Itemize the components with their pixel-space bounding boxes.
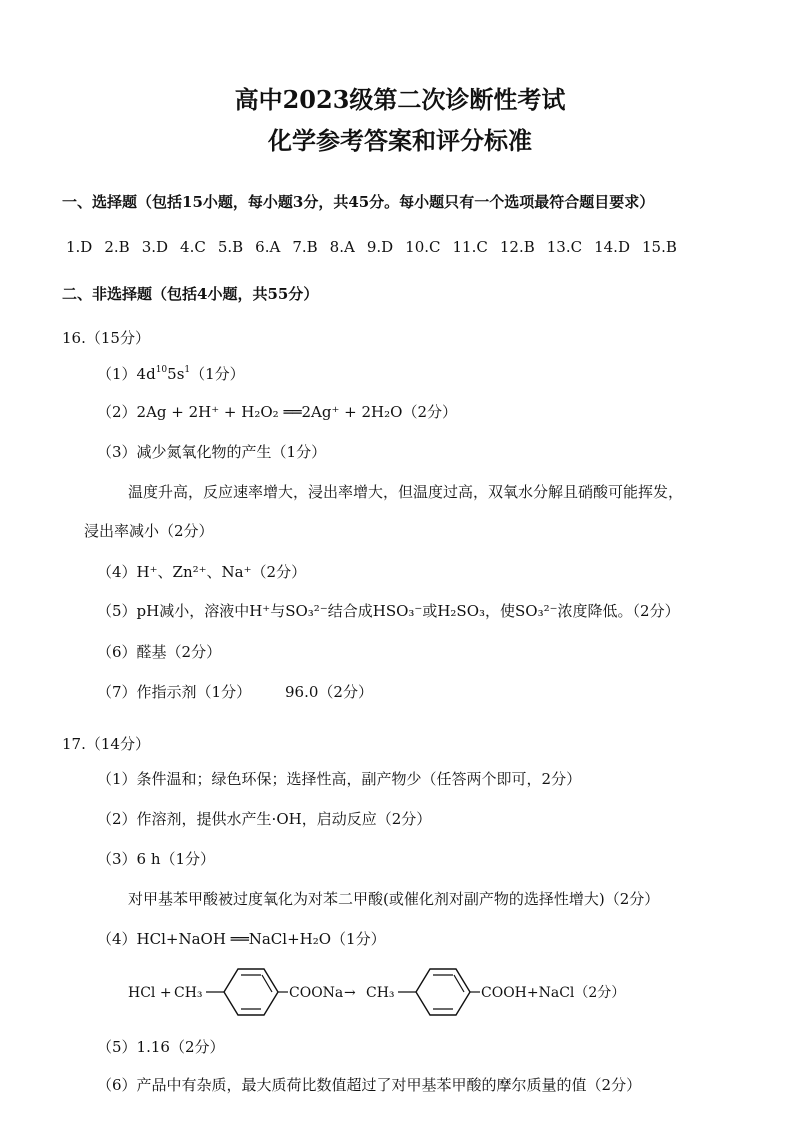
eq-coona: COONa [289, 985, 344, 1001]
q17-part4: （4）HCl+NaOH ══NaCl+H₂O（1分） [97, 930, 386, 948]
answer-item: 8.A [329, 238, 355, 256]
q16-part2: （2）2Ag + 2H⁺ + H₂O₂ ══2Ag⁺ + 2H₂O（2分） [97, 403, 457, 421]
eq-ch3-left: CH₃ [174, 985, 203, 1001]
q16-part5: （5）pH减小，溶液中H⁺与SO₃²⁻结合成HSO₃⁻或H₂SO₃，使SO₃²⁻浓度降低。（2分） [97, 602, 680, 620]
answer-item: 15.B [641, 238, 677, 256]
answer-item: 12.B [499, 238, 535, 256]
q16-part1-sup1: 10 [155, 365, 168, 375]
q17-part6: （6）产品中有杂质，最大质荷比数值超过了对甲基苯甲酸的摩尔质量的值（2分） [97, 1076, 642, 1094]
q17-part5: （5）1.16（2分） [97, 1038, 225, 1056]
page-subtitle: 化学参考答案和评分标准 [268, 126, 532, 155]
q16-part3-cont1: 温度升高，反应速率增大，浸出率增大，但温度过高，双氧水分解且硝酸可能挥发， [128, 483, 684, 501]
reaction-equation [120, 962, 640, 1022]
answer-item: 11.C [452, 238, 488, 256]
answer-item: 3.D [141, 238, 169, 256]
eq-arrow: → [344, 985, 356, 1001]
answer-item: 7.B [292, 238, 318, 256]
section1-heading: 一、选择题（包括15小题，每小题3分，共45分。每小题只有一个选项最符合题目要求） [62, 193, 655, 211]
q16-part4: （4）H⁺、Zn²⁺、Na⁺（2分） [97, 563, 307, 581]
q16-part1-mid: 5s [167, 365, 185, 383]
answer-item: 14.D [594, 238, 630, 256]
q17-part1: （1）条件温和；绿色环保；选择性高，副产物少（任答两个即可，2分） [97, 770, 582, 788]
q17-part3-cont: 对甲基苯甲酸被过度氧化为对苯二甲酸(或催化剂对副产物的选择性增大)（2分） [128, 890, 660, 908]
answer-item: 9.D [366, 238, 394, 256]
q17-part2: （2）作溶剂，提供水产生·OH，启动反应（2分） [97, 810, 432, 828]
answer-item: 1.D [66, 238, 93, 256]
q16-header: 16.（15分） [62, 329, 150, 347]
q16-part6: （6）醛基（2分） [97, 643, 222, 661]
answer-item: 4.C [180, 238, 206, 256]
answer-item: 5.B [217, 238, 244, 256]
page-title: 高中2023级第二次诊断性考试 [234, 85, 566, 114]
q16-part1-score: （1分） [190, 365, 245, 383]
answer-item: 2.B [104, 238, 130, 256]
benzene-ring-icon [416, 969, 470, 1015]
answer-item: 6.A [255, 238, 281, 256]
q17-header: 17.（14分） [62, 735, 150, 753]
answer-item: 13.C [546, 238, 583, 256]
benzene-ring-icon [224, 969, 278, 1015]
q16-part3: （3）减少氮氧化物的产生（1分） [97, 443, 327, 461]
section2-heading: 二、非选择题（包括4小题，共55分） [62, 285, 319, 303]
q16-part7b: 96.0（2分） [285, 683, 373, 701]
q16-part3-cont2: 浸出率减小（2分） [84, 522, 214, 540]
q16-part1-sup2: 1 [184, 365, 191, 375]
q16-part7a: （7）作指示剂（1分） [97, 683, 252, 701]
q17-part3: （3）6 h（1分） [97, 850, 216, 868]
eq-cooh: COOH+NaCl（2分） [481, 985, 626, 1001]
eq-hcl: HCl + [128, 985, 172, 1001]
answer-item: 10.C [405, 238, 441, 256]
answer-key-list [66, 238, 689, 256]
q16-part1 [97, 363, 245, 384]
eq-ch3-right: CH₃ [366, 985, 395, 1001]
q16-part1-text: （1）4d [97, 365, 156, 383]
